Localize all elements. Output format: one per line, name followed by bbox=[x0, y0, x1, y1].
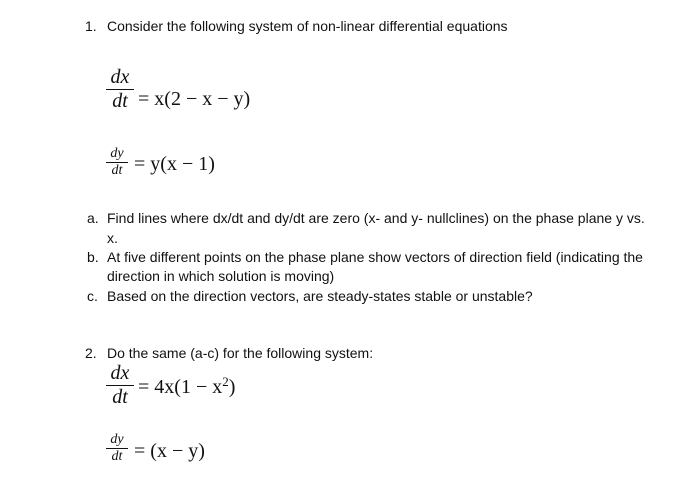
q2-eq1-rhs-close: ) bbox=[228, 376, 236, 398]
item-a-label: a. bbox=[87, 210, 99, 226]
item-a-text: Find lines where dx/dt and dy/dt are zero (x- and y- nullclines) on the phase plane y vs. bbox=[107, 210, 645, 226]
q2-eq1-denominator: dt bbox=[112, 386, 128, 408]
item-b-text: At five different points on the phase plane show vectors of direction field (indicating the bbox=[107, 249, 643, 265]
q1-eq1-denominator: dt bbox=[112, 90, 128, 112]
q1-eq1-fraction bbox=[106, 66, 134, 113]
question-2-number: 2. bbox=[85, 345, 97, 361]
q1-eq1-numerator: dx bbox=[110, 66, 130, 88]
q2-eq2-denominator: dt bbox=[111, 449, 123, 464]
item-c-text: Based on the direction vectors, are steady-states stable or unstable? bbox=[107, 288, 533, 304]
q2-eq1-rhs bbox=[138, 373, 236, 399]
question-1-text: Consider the following system of non-linear differential equations bbox=[107, 18, 508, 34]
item-c-label: c. bbox=[87, 288, 98, 304]
item-a-text-cont: x. bbox=[107, 230, 118, 246]
question-2-text: Do the same (a-c) for the following system: bbox=[107, 345, 374, 361]
q1-eq2-rhs: = y(x − 1) bbox=[134, 153, 215, 175]
q2-eq1-rhs-exponent: 2 bbox=[222, 373, 229, 389]
question-1-number: 1. bbox=[85, 18, 97, 34]
q1-eq2-denominator: dt bbox=[111, 163, 123, 178]
q1-eq2-numerator: dy bbox=[110, 146, 124, 161]
q1-eq2-fraction bbox=[106, 146, 128, 179]
item-b-label: b. bbox=[87, 249, 99, 265]
q2-eq1-fraction bbox=[106, 362, 134, 409]
q2-eq2-fraction bbox=[106, 432, 128, 465]
q2-eq2-rhs: = (x − y) bbox=[134, 440, 205, 462]
item-b-text-cont: direction in which solution is moving) bbox=[107, 268, 335, 284]
q2-eq1-rhs-main: = 4x(1 − x bbox=[138, 376, 223, 398]
q2-eq1-numerator: dx bbox=[110, 362, 130, 384]
q1-eq1-rhs: = x(2 − x − y) bbox=[138, 88, 251, 110]
q2-eq2-numerator: dy bbox=[110, 432, 124, 447]
